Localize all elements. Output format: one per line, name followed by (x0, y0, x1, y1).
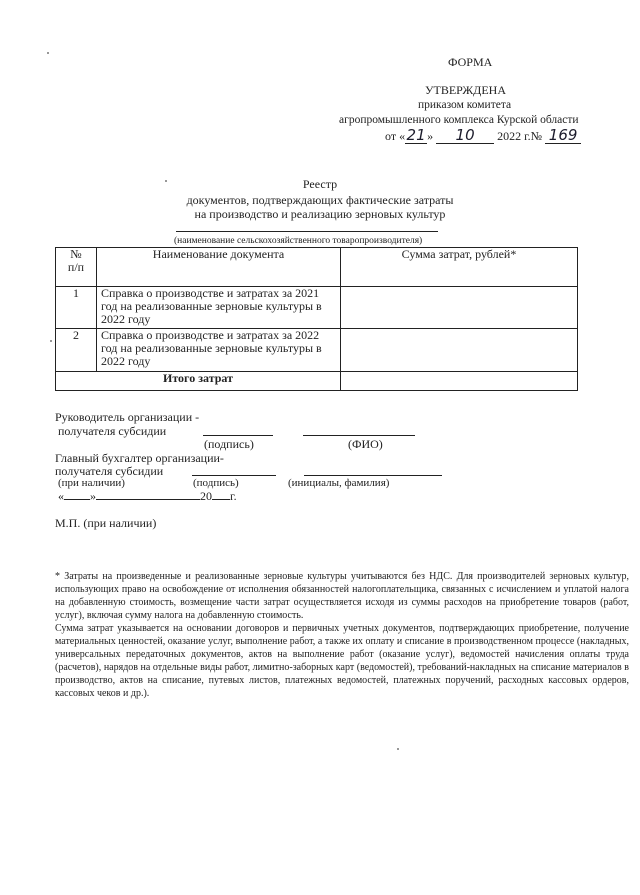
order-month: 10 (436, 128, 494, 144)
table-header-row (56, 248, 578, 287)
if-any-caption: (при наличии) (58, 477, 125, 489)
scan-speck (47, 52, 49, 54)
accountant-label-2: получателя субсидии (55, 464, 164, 478)
date-open-quote: « (58, 489, 64, 503)
total-label: Итого затрат (56, 372, 341, 391)
head-signature-line (203, 435, 273, 436)
documents-table (55, 247, 578, 391)
date-suffix: г. (230, 489, 237, 503)
scan-speck (50, 340, 52, 342)
footnote (55, 570, 629, 700)
signing-date (58, 489, 237, 504)
committee-label: агропромышленного комплекса Курской области (339, 114, 579, 126)
date-day-blank (64, 499, 90, 500)
registry-subtitle-2: на производство и реализацию зерновых культур (194, 207, 446, 221)
producer-caption: (наименование сельскохозяйственного товаропроизводителя) (174, 236, 423, 246)
registry-subtitle-1: документов, подтверждающих фактические затраты (186, 193, 454, 207)
row-sum-cell (341, 287, 578, 329)
registry-title: Реестр (302, 177, 338, 191)
date-close-quote: » (90, 489, 96, 503)
approved-label: УТВЕРЖДЕНА (425, 83, 507, 97)
date-year-blank (212, 499, 230, 500)
footnote-documents: Сумма затрат указывается на основании договоров и первичных учетных документов, подтверждающих приобретение, получение материальных ценностей, оказание услуг, выполнение работ, а также их оплату и списание в производственном процессе (накладных, универсальных передаточных документов, актов на выполнение работ (оказание услуг), ведомостей начисления оплаты труда (расчетов), нарядов на отдельные виды работ, лимитно-заборных карт (ведомостей), требований-накладных на списание материалов в производство, актов на списание, путевых листов, платежных ведомостей, платежных поручений, расходных кассовых ордеров, кассовых чеков и др.). (55, 623, 629, 699)
accountant-name-line (304, 475, 442, 476)
by-order-label: приказом комитета (418, 99, 512, 111)
date-month-blank (96, 499, 200, 500)
header-sum: Сумма затрат, рублей* (341, 248, 578, 287)
head-label-1: Руководитель организации - (55, 410, 200, 424)
table-row (56, 329, 578, 372)
seal-label: М.П. (при наличии) (55, 516, 157, 530)
header-num (56, 248, 97, 287)
head-fio-line (303, 435, 415, 436)
accountant-label-1: Главный бухгалтер организации- (55, 451, 224, 465)
order-number: 169 (545, 128, 581, 144)
date-year-prefix: 20 (200, 489, 212, 503)
header-document-name: Наименование документа (97, 248, 341, 287)
order-year-text: 2022 г.№ (497, 129, 543, 143)
row-num: 2 (56, 329, 97, 372)
total-sum-cell (341, 372, 578, 391)
signature-caption-2: (подпись) (193, 477, 239, 489)
table-total-row (56, 372, 578, 391)
head-label-2: получателя субсидии (58, 424, 167, 438)
order-date-line (385, 128, 581, 144)
row-num: 1 (56, 287, 97, 329)
producer-name-line (176, 231, 438, 232)
date-mid: » (427, 129, 434, 143)
scan-speck (397, 748, 399, 750)
row-sum-cell (341, 329, 578, 372)
row-document-name: Справка о производстве и затратах за 2021 год на реализованные зерновые культуры в 2022 году (97, 287, 341, 329)
row-document-name: Справка о производстве и затратах за 2022 год на реализованные зерновые культуры в 2022 году (97, 329, 341, 372)
form-label: ФОРМА (448, 55, 493, 69)
accountant-signature-line (192, 475, 276, 476)
header-num-symbol: № (70, 247, 82, 261)
signature-caption: (подпись) (204, 437, 254, 451)
order-day: 21 (406, 126, 426, 144)
fio-caption: (ФИО) (348, 437, 383, 451)
footnote-vat: * Затраты на произведенные и реализованные зерновые культуры учитываются без НДС. Для производителей зерновых культур, использующих право на освобождение от исполнения обязанностей налогоплательщика, связанных с исчислением и уплатой налога на добавленную стоимость, возмещение части затрат осуществляется исходя из суммы расходов на приобретение товаров (работ, услуг), включая сумму налога на добавленную стоимость. (55, 571, 629, 621)
table-row (56, 287, 578, 329)
date-prefix: от « (385, 129, 406, 143)
header-num-abbr: п/п (67, 260, 85, 274)
initials-caption: (инициалы, фамилия) (288, 477, 390, 489)
